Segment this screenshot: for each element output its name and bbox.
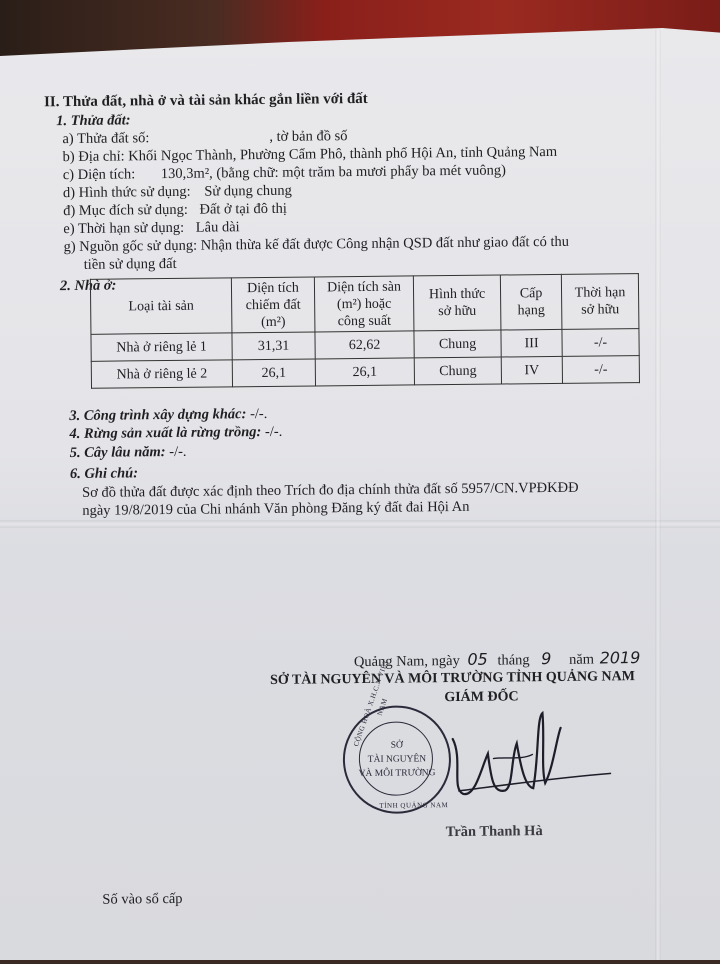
land-usage-form [63,182,292,202]
other-construction [69,405,267,425]
sign-year-label: năm [568,651,595,668]
land-heading: 1. Thửa đất: [56,112,131,130]
notes-line-1: Sơ đồ thửa đất được xác định theo Trích đo địa chính thửa đất số 5957/CN.VPĐKĐĐ [82,479,579,501]
cell-floor: 26,1 [315,358,414,386]
other-construction-value: -/-. [249,405,268,423]
production-forest-label: 4. Rừng sản xuất là rừng trồng: [69,424,262,443]
director-name: Trần Thanh Hà [445,823,543,841]
land-origin-cont: tiền sử dụng đất [83,255,177,273]
term-label: e) Thời hạn sử dụng: [63,219,185,238]
seal-bottom-text: TỈNH QUẢNG NAM [379,801,449,810]
cell-type: Nhà ở riêng lẻ 1 [91,333,232,361]
parcel-number-label: a) Thửa đất số: [62,130,150,148]
sign-day: 05 [467,649,488,669]
cell-type: Nhà ở riêng lẻ 2 [91,360,232,388]
production-forest-value: -/-. [264,423,283,440]
purpose-value: Đất ở tại đô thị [199,200,287,218]
sign-place: Quảng Nam, ngày [353,652,460,671]
sign-department: SỞ TÀI NGUYÊN VÀ MÔI TRƯỜNG TỈNH QUẢNG NAM [270,669,635,688]
cell-term: -/- [562,356,639,384]
perennial-trees [70,443,187,462]
col-term: Thời hạn sở hữu [561,274,639,330]
cell-own: Chung [414,330,501,358]
col-asset-type: Loại tài sản [90,278,232,334]
map-sheet-label: , tờ bản đồ số [269,128,348,145]
other-construction-label: 3. Công trình xây dựng khác: [69,406,247,425]
notes-heading: 6. Ghi chú: [69,465,139,483]
register-label: Số vào sổ cấp [102,890,183,908]
notes-line-2: ngày 19/8/2019 của Chi nhánh Văn phòng Đăng ký đất đai Hội An [82,498,470,519]
seal-top-text: CỘNG HOÀ X.H.C.N VIỆT NAM [352,658,391,748]
col-floor-area: Diện tích sàn (m²) hoặc công suất [314,276,414,332]
area-value: 130,3m², (bằng chữ: một trăm ba mươi phẩy ba mét vuông) [160,162,507,183]
cell-term: -/- [562,329,639,357]
handwritten-signature [432,697,613,809]
cell-grade: IV [501,356,562,384]
sign-month: 9 [541,649,552,669]
house-table-header [90,274,639,335]
production-forest [69,423,282,443]
sign-title: GIÁM ĐỐC [444,689,519,706]
seal-line-3: VÀ MÔI TRƯỜNG [358,768,436,780]
land-area [63,161,506,184]
col-land-area: Diện tích chiếm đất (m²) [231,277,315,333]
seal-line-2: TÀI NGUYÊN [367,754,427,765]
land-term [63,218,239,238]
purpose-label: đ) Mục đích sử dụng: [63,201,188,220]
cell-grade: III [501,329,562,357]
col-grade: Cấp hạng [500,274,562,330]
perennial-trees-label: 5. Cây lâu năm: [69,444,166,462]
cell-area: 26,1 [232,359,315,387]
land-purpose [63,200,287,220]
usage-form-label: d) Hình thức sử dụng: [62,183,191,202]
term-value: Lâu dài [195,219,240,236]
sign-month-label: tháng [497,652,530,669]
cell-area: 31,31 [232,332,315,360]
cell-floor: 62,62 [315,331,414,359]
seal-line-1: SỞ [390,740,403,751]
section-title: II. Thửa đất, nhà ở và tài sản khác gắn liền với đất [43,90,368,111]
col-ownership: Hình thức sở hữu [413,275,501,331]
land-address: b) Địa chỉ: Khối Ngọc Thành, Phường Cẩm Phô, thành phố Hội An, tỉnh Quảng Nam [62,143,558,166]
table-row [91,356,639,389]
cell-own: Chung [414,357,501,385]
perennial-trees-value: -/-. [169,443,187,460]
area-label: c) Diện tích: [62,166,136,184]
register-number [102,890,182,909]
usage-form-value: Sử dụng chung [204,182,292,200]
sign-year: 2019 [599,648,641,668]
house-heading: 2. Nhà ở: [59,277,117,295]
land-origin: g) Nguồn gốc sử dụng: Nhận thừa kế đất được Công nhận QSD đất như giao đất có thu [63,233,570,256]
house-table [90,273,640,389]
